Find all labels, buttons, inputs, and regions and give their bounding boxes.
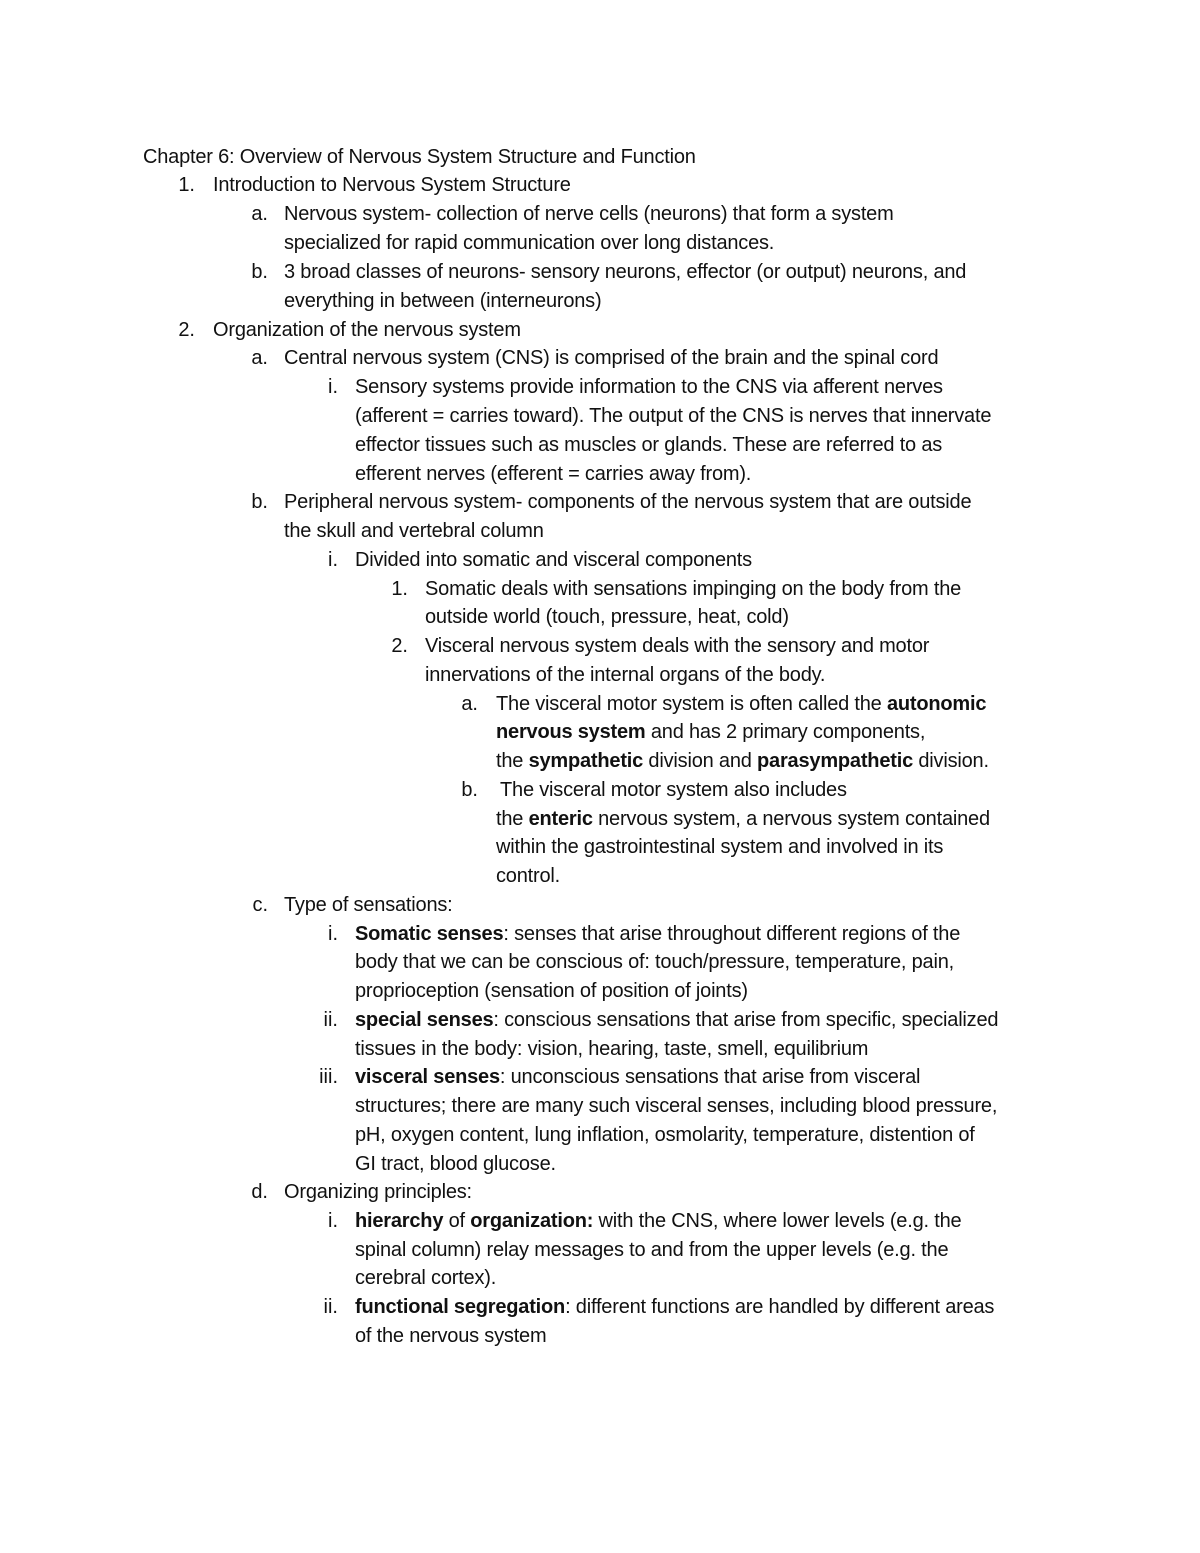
list-item-text bbox=[355, 1006, 998, 1035]
list-marker: 1. bbox=[178, 174, 195, 196]
list-item-text: cerebral cortex). bbox=[355, 1267, 497, 1289]
list-item-text: spinal column) relay messages to and from the upper levels (e.g. the bbox=[355, 1239, 949, 1261]
list-item-text: Somatic deals with sensations impinging on the body from the bbox=[425, 578, 962, 600]
list-marker: b. bbox=[461, 779, 478, 801]
list-item-text: 3 broad classes of neurons- sensory neurons, effector (or output) neurons, and bbox=[284, 261, 967, 283]
list-marker: 2. bbox=[391, 635, 408, 657]
bold-term: special senses bbox=[355, 1009, 494, 1031]
section-heading: Organization of the nervous system bbox=[213, 319, 521, 341]
list-item-text: outside world (touch, pressure, heat, cold) bbox=[425, 606, 789, 628]
list-marker: b. bbox=[251, 261, 268, 283]
section-heading: Introduction to Nervous System Structure bbox=[213, 174, 571, 196]
bold-term: enteric bbox=[528, 808, 593, 830]
list-marker: iii. bbox=[319, 1066, 338, 1088]
bold-term: nervous system bbox=[496, 721, 646, 743]
text-run: : conscious sensations that arise from specific, specialized bbox=[493, 1009, 999, 1031]
list-marker: b. bbox=[251, 491, 268, 513]
text-run: : senses that arise throughout different regions of the bbox=[503, 923, 961, 945]
list-item-text: Type of sensations: bbox=[284, 894, 453, 916]
list-marker: a. bbox=[251, 347, 268, 369]
list-item-text: Nervous system- collection of nerve cells (neurons) that form a system bbox=[284, 203, 894, 225]
bold-term: parasympathetic bbox=[757, 750, 913, 772]
text-run: division. bbox=[913, 750, 989, 772]
list-item-text bbox=[355, 1207, 961, 1236]
list-item-text: efferent nerves (efferent = carries away from). bbox=[355, 463, 752, 485]
list-item-text bbox=[496, 718, 925, 747]
list-marker: d. bbox=[251, 1181, 268, 1203]
text-run: : different functions are handled by different areas bbox=[565, 1296, 995, 1318]
list-item-text bbox=[496, 747, 989, 776]
list-item-text: structures; there are many such visceral senses, including blood pressure, bbox=[355, 1095, 998, 1117]
list-item-text: pH, oxygen content, lung inflation, osmolarity, temperature, distention of bbox=[355, 1124, 975, 1146]
list-item-text: within the gastrointestinal system and involved in its bbox=[496, 836, 944, 858]
list-item-text bbox=[355, 1063, 920, 1092]
bold-term: autonomic bbox=[886, 693, 987, 715]
bold-term: hierarchy bbox=[355, 1210, 444, 1232]
list-marker: 2. bbox=[178, 319, 195, 341]
text-run: The visceral motor system is often called the bbox=[496, 693, 887, 715]
list-item-text bbox=[355, 920, 960, 949]
list-item-text: proprioception (sensation of position of joints) bbox=[355, 980, 748, 1002]
list-item-text bbox=[355, 1293, 994, 1322]
text-run: the bbox=[496, 750, 529, 772]
list-marker: a. bbox=[251, 203, 268, 225]
bold-term: visceral senses bbox=[355, 1066, 500, 1088]
list-marker: i. bbox=[328, 549, 338, 571]
list-item-text: control. bbox=[496, 865, 560, 887]
bold-term: Somatic senses bbox=[355, 923, 504, 945]
list-marker: 1. bbox=[391, 578, 408, 600]
list-marker: ii. bbox=[323, 1296, 338, 1318]
list-marker: ii. bbox=[323, 1009, 338, 1031]
bold-term: functional segregation bbox=[355, 1296, 566, 1318]
text-run: nervous system, a nervous system contained bbox=[592, 808, 990, 830]
list-item-text: tissues in the body: vision, hearing, taste, smell, equilibrium bbox=[355, 1038, 869, 1060]
list-item-text: The visceral motor system also includes bbox=[500, 779, 847, 801]
document-title: Chapter 6: Overview of Nervous System Structure and Function bbox=[143, 146, 696, 168]
list-item-text: of the nervous system bbox=[355, 1325, 547, 1347]
list-marker: i. bbox=[328, 1210, 338, 1232]
list-item-text bbox=[496, 690, 986, 719]
text-run: the bbox=[496, 808, 529, 830]
list-marker: i. bbox=[328, 923, 338, 945]
text-run: and has 2 primary components, bbox=[645, 721, 926, 743]
list-item-text: specialized for rapid communication over long distances. bbox=[284, 232, 775, 254]
list-item-text: Visceral nervous system deals with the sensory and motor bbox=[425, 635, 930, 657]
list-item-text: everything in between (interneurons) bbox=[284, 290, 602, 312]
text-run: : unconscious sensations that arise from visceral bbox=[499, 1066, 921, 1088]
list-item-text: Organizing principles: bbox=[284, 1181, 472, 1203]
list-item-text: (afferent = carries toward). The output of the CNS is nerves that innervate bbox=[355, 405, 992, 427]
list-item-text: Peripheral nervous system- components of the nervous system that are outside bbox=[284, 491, 972, 513]
bold-term: organization: bbox=[470, 1210, 594, 1232]
list-item-text: body that we can be conscious of: touch/pressure, temperature, pain, bbox=[355, 951, 954, 973]
list-item-text: GI tract, blood glucose. bbox=[355, 1153, 556, 1175]
list-item-text: Sensory systems provide information to the CNS via afferent nerves bbox=[355, 376, 943, 398]
list-marker: i. bbox=[328, 376, 338, 398]
bold-term: sympathetic bbox=[528, 750, 644, 772]
list-item-text: Central nervous system (CNS) is comprised of the brain and the spinal cord bbox=[284, 347, 939, 369]
list-item-text: effector tissues such as muscles or glands. These are referred to as bbox=[355, 434, 943, 456]
list-item-text bbox=[496, 805, 990, 834]
list-marker: c. bbox=[252, 894, 268, 916]
text-run: with the CNS, where lower levels (e.g. the bbox=[593, 1210, 962, 1232]
list-marker: a. bbox=[461, 693, 478, 715]
list-item-text: the skull and vertebral column bbox=[284, 520, 544, 542]
list-item-text: innervations of the internal organs of the body. bbox=[425, 664, 826, 686]
text-run: division and bbox=[643, 750, 758, 772]
list-item-text: Divided into somatic and visceral components bbox=[355, 549, 752, 571]
text-run: of bbox=[443, 1210, 471, 1232]
